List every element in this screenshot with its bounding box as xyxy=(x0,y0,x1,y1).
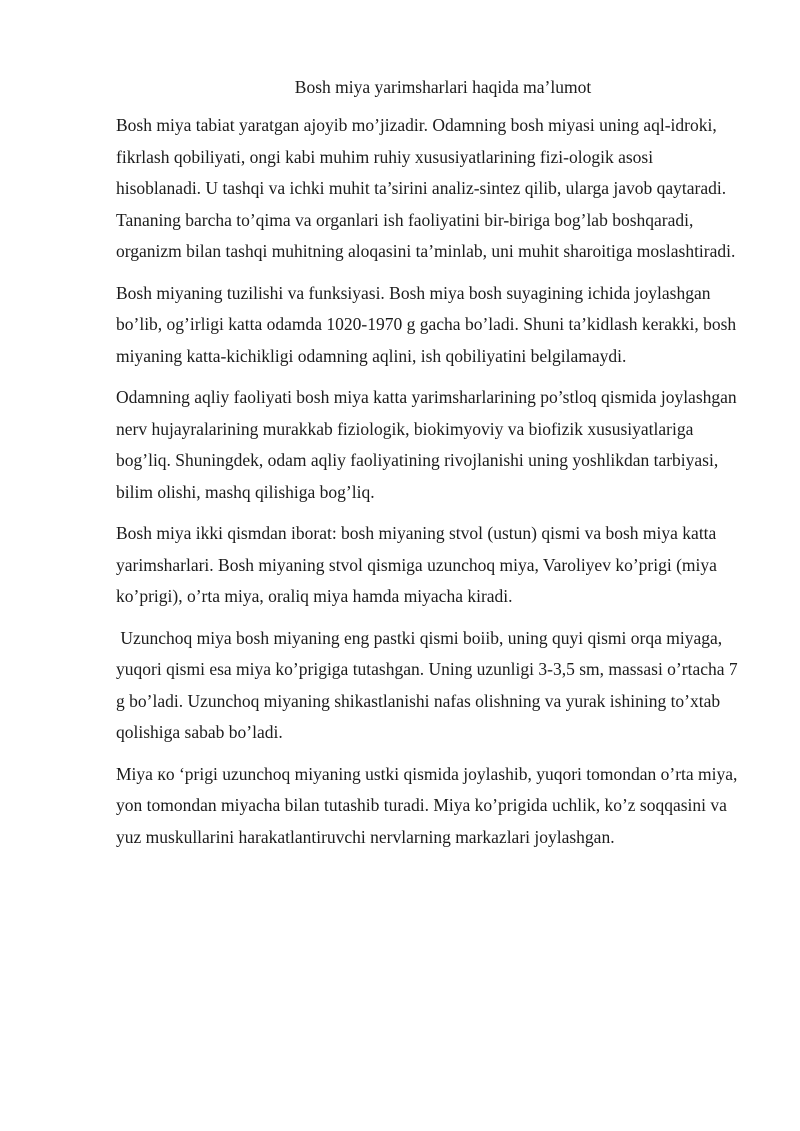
paragraph-structure: Bosh miyaning tuzilishi va funksiyasi. Bosh miya bosh suyagining ichida joylashgan bo’lib, og’irligi katta odamda 1020-1970 g gacha bo’ladi. Shuni ta’kidlash kerakki, bosh miyaning katta-kichikligi odamning aqlini, ish qobiliyatini belgilamaydi. xyxy=(116,282,737,366)
paragraph-medulla: Uzunchoq miya bosh miyaning eng pastki qismi boiib, uning quyi qismi orqa miyaga, yuqori qismi esa miya ko’prigiga tutashgan. Uning uzunligi 3-3,5 sm, massasi o’rtacha 7 g bo’ladi. Uzunchoq miyaning shikastlanishi nafas olishning va yurak ishining to’xtab qolishiga sabab bo’ladi. xyxy=(116,627,743,742)
paragraph-intro: Bosh miya tabiat yaratgan ajoyib mo’jizadir. Odamning bosh miyasi uning aql-idroki, fikrlash qobiliyati, ongi kabi muhim ruhiy xususiyatlarining fizi-ologik asosi hisoblanadi. U tashqi va ichki muhit ta’sirini analiz-sintez qilib, ularga javob qaytaradi. Tananing barcha to’qima va organlari ish faoliyatini bir-biriga bog’lab boshqaradi, organizm bilan tashqi muhitning aloqasini ta’minlab, uni muhit sharoitiga moslashtiradi. xyxy=(116,115,736,261)
paragraph-pons: Miya кo ‘prigi uzunchoq miyaning ustki qismida joylashib, yuqori tomondan o’rta miya, yon tomondan miyacha bilan tutashib turadi. Miya ko’prigida uchlik, ko’z soqqasini va yuz muskullarini harakatlantiruvchi nervlarning markazlari joylashgan. xyxy=(116,763,738,847)
paragraph-mental-activity: Odamning aqliy faoliyati bosh miya katta yarimsharlarining po’stloq qismida joylashgan nerv hujayralarining murakkab fiziologik, biokimyoviy va biofizik xususiyatlariga bog’liq. Shuningdek, odam aqliy faoliyatining rivojlanishi uning yoshlikdan tarbiyasi, bilim olishi, mashq qilishiga bog’liq. xyxy=(116,387,737,502)
paragraph-brain-parts: Bosh miya ikki qismdan iborat: bosh miyaning stvol (ustun) qismi va bosh miya katta yarimsharlari. Bosh miyaning stvol qismiga uzunchoq miya, Varoliyev ko’prigi (miya ko’prigi), o’rta miya, oraliq miya hamda miyacha kiradi. xyxy=(116,523,717,606)
document-title: Bosh miya yarimsharlari haqida ma’lumot xyxy=(294,77,592,97)
